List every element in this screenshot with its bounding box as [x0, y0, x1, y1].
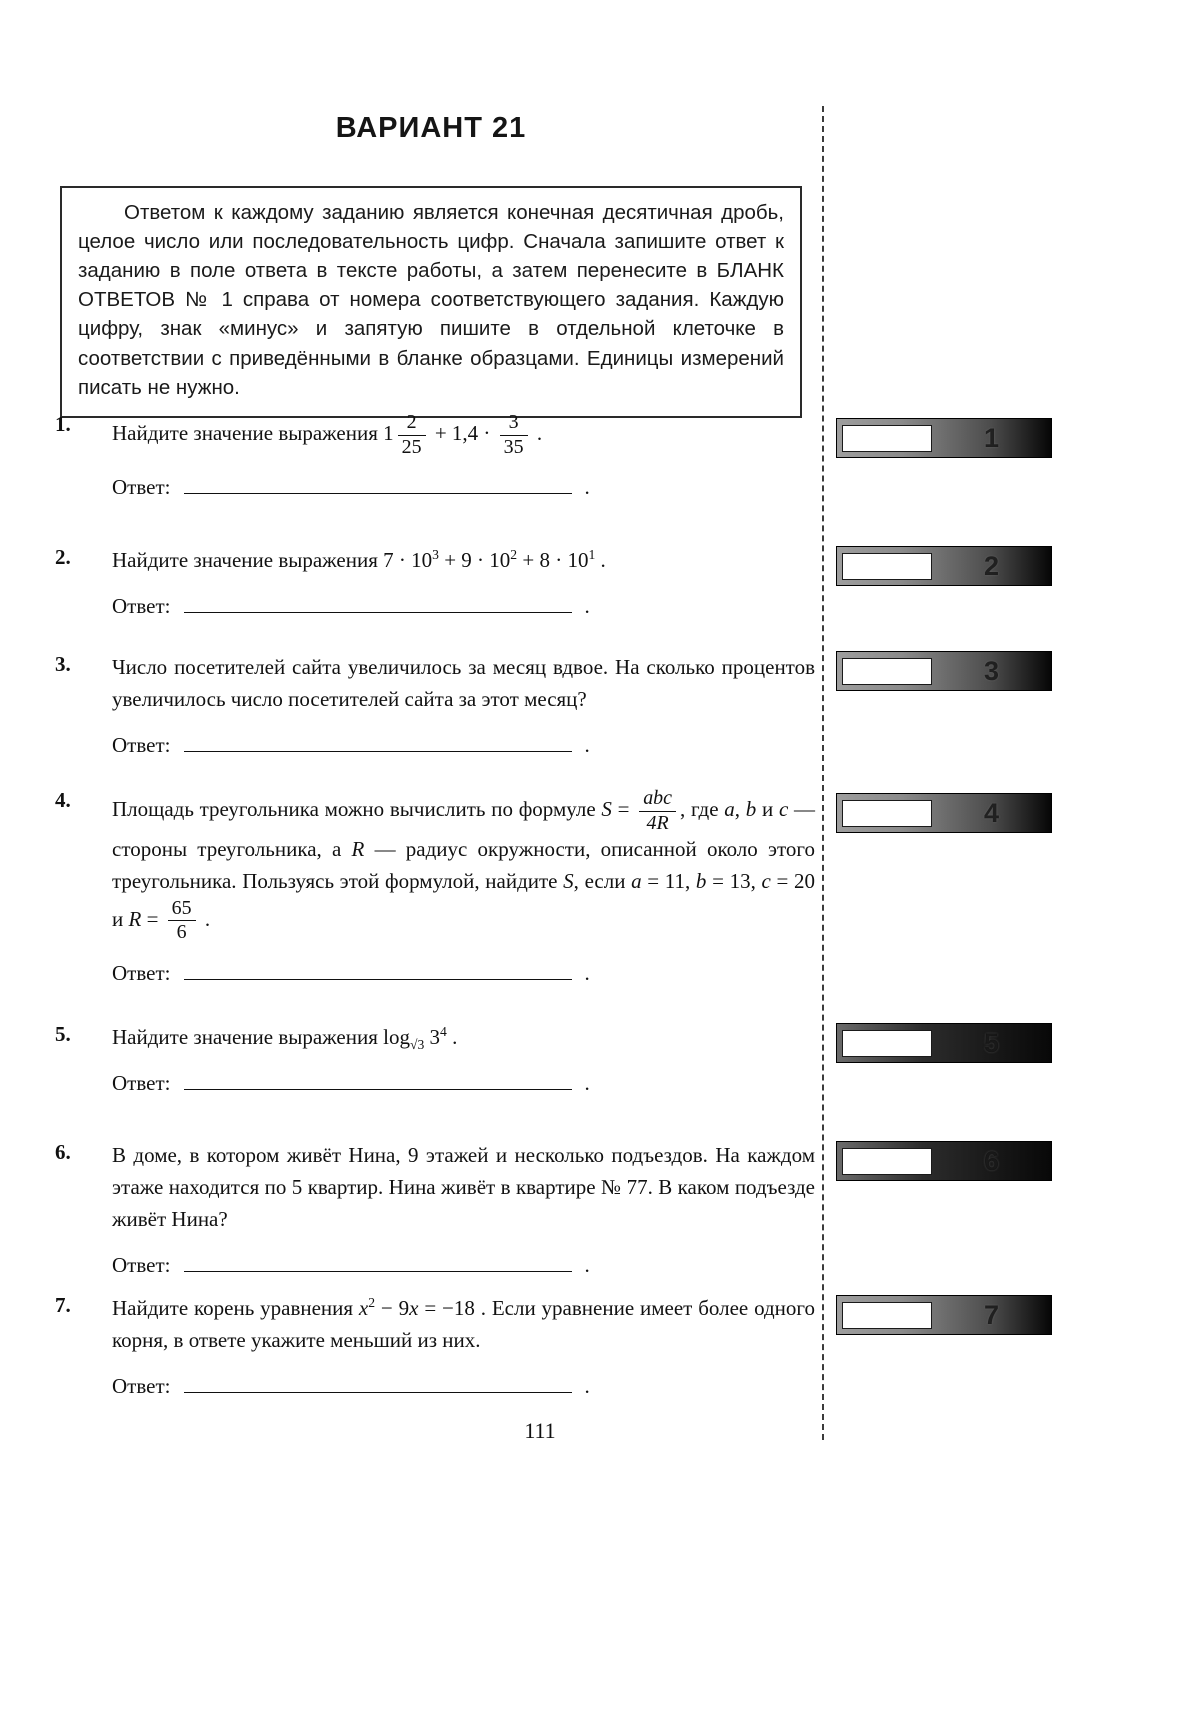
problem-body [112, 1140, 815, 1278]
answer-strip-input-box[interactable] [842, 658, 932, 685]
answer-period: . [584, 732, 590, 757]
problem-text: В доме, в котором живёт Нина, 9 этажей и несколько подъездов. На каждом этаже находится по 5 квартир. Нина живёт в квартире № 77. В каком подъезде живёт Нина? [112, 1143, 815, 1231]
math-exponent: 2 [368, 1295, 376, 1310]
math-variable: a [724, 796, 735, 821]
fraction-denominator: 6 [176, 921, 187, 944]
cut-line [822, 106, 824, 1440]
answer-line [112, 1070, 815, 1096]
answer-label: Ответ: [112, 961, 171, 985]
fraction-denominator: 25 [401, 435, 422, 458]
fraction-numerator: 3 [500, 412, 528, 436]
problem-number: 2. [55, 545, 71, 569]
answer-blank[interactable] [184, 960, 572, 980]
answer-strip-number: 5 [983, 1027, 1000, 1058]
answer-blank[interactable] [184, 1373, 572, 1393]
problem-number: 1. [55, 412, 71, 436]
answer-strip-input-box[interactable] [842, 800, 932, 827]
answer-line [112, 593, 815, 619]
problem-number: 7. [55, 1293, 71, 1317]
problem-number: 4. [55, 788, 71, 812]
math-fraction [168, 898, 196, 944]
fraction-denominator: 35 [503, 435, 524, 458]
math-exponent: 3 [432, 547, 439, 562]
answer-strip [836, 1295, 1052, 1335]
answer-strip-number: 3 [983, 655, 1000, 686]
math-variable: c [778, 796, 789, 821]
math-fraction [398, 412, 426, 458]
answer-label: Ответ: [112, 1070, 171, 1095]
math-exponent: 1 [588, 547, 596, 562]
answer-strip-input-box[interactable] [842, 425, 932, 452]
math-variable: x [409, 1296, 419, 1320]
answer-strip-number: 2 [983, 550, 1000, 581]
answer-blank[interactable] [184, 1252, 572, 1272]
math-variable: R [351, 837, 365, 862]
math-fraction [500, 412, 528, 458]
problem-body [112, 1293, 815, 1399]
answer-blank[interactable] [184, 1070, 572, 1090]
instruction-text: Ответом к каждому заданию является конечная десятичная дробь, целое число или последовательность цифр. Сначала запишите ответ к заданию в поле ответа в тексте работы, а затем перенесите в БЛАНК ОТВЕТОВ № 1 справа от номера соответствующего задания. Каждую цифру, знак «минус» и запятую пишите в отдельной клеточке в соответствии с приведёнными в бланке образцами. Единицы измерений писать не нужно. [78, 201, 784, 399]
problem-text: Найдите корень уравнения $x^2 - 9x = -18$ . Если уравнение имеет более одного корня, в ответе укажите меньший из них. [112, 1295, 815, 1352]
problem-number: 3. [55, 652, 71, 676]
math-variable: S [601, 796, 612, 821]
problem-body [112, 545, 815, 619]
math-variable: S [563, 869, 574, 893]
answer-strip-number: 1 [983, 422, 1000, 453]
math-fraction [639, 788, 676, 834]
answer-line [112, 960, 815, 986]
answer-strip-input-box[interactable] [842, 1302, 932, 1329]
answer-strip-number: 4 [983, 797, 1000, 828]
problem-text: Найдите значение выражения $7 \cdot 10^3 + 9 \cdot 10^2 + 8 \cdot 10^1$ . [112, 547, 606, 572]
answer-label: Ответ: [112, 1373, 171, 1398]
answer-strip-input-box[interactable] [842, 1030, 932, 1057]
answer-line [112, 1373, 815, 1399]
problem-body [112, 1022, 815, 1096]
fraction-denominator: 4R [646, 811, 669, 834]
problem [55, 652, 815, 758]
answer-label: Ответ: [112, 732, 171, 757]
answer-label: Ответ: [112, 1252, 171, 1277]
answer-blank[interactable] [184, 732, 572, 752]
answer-label: Ответ: [112, 475, 171, 500]
math-variable: c [761, 869, 771, 893]
answer-strip [836, 1141, 1052, 1181]
math-variable: a [631, 869, 642, 893]
answer-line [112, 474, 815, 500]
answer-strip-input-box[interactable] [842, 1148, 932, 1175]
math-variable: b [695, 869, 707, 893]
math-variable: x [358, 1296, 369, 1320]
fraction-numerator: 2 [398, 412, 426, 436]
fraction-numerator: 65 [168, 898, 196, 922]
answer-strip-number: 7 [983, 1299, 1000, 1330]
answer-strip [836, 546, 1052, 586]
problem [55, 1293, 815, 1399]
answer-period: . [584, 1252, 590, 1277]
problem [55, 1022, 815, 1096]
math-exponent: 4 [440, 1024, 447, 1039]
problem-body [112, 788, 815, 986]
answer-strip [836, 651, 1052, 691]
problem-body [112, 652, 815, 758]
math-exponent: 2 [510, 547, 518, 562]
answer-line [112, 1252, 815, 1278]
problem [55, 1140, 815, 1278]
answer-strip [836, 418, 1052, 458]
problem-text: Число посетителей сайта увеличилось за месяц вдвое. На сколько процентов увеличилось число посетителей сайта за этот месяц? [112, 655, 815, 711]
answer-strip-input-box[interactable] [842, 553, 932, 580]
answer-strip-number: 6 [983, 1145, 1000, 1176]
math-variable: R [128, 906, 142, 931]
problem [55, 545, 815, 619]
answer-period: . [584, 961, 590, 985]
answer-label: Ответ: [112, 593, 171, 618]
answer-line [112, 732, 815, 758]
answer-blank[interactable] [184, 593, 572, 613]
answer-period: . [584, 1070, 590, 1095]
page-title: ВАРИАНТ 21 [335, 112, 527, 144]
problem-number: 5. [55, 1022, 71, 1046]
problem-body [112, 412, 815, 500]
answer-blank[interactable] [184, 474, 572, 494]
answer-period: . [584, 593, 590, 618]
problem-number: 6. [55, 1140, 71, 1164]
problem [55, 788, 815, 986]
math-subscript: √3 [409, 1037, 425, 1053]
answer-period: . [584, 1373, 590, 1398]
problem-text: Найдите значение выражения 1 $\frac{2}{25}$ + 1,4 · $\frac{3}{35}$ . [112, 411, 543, 458]
answer-strip [836, 793, 1052, 833]
answer-strip [836, 1023, 1052, 1063]
fraction-numerator: abc [639, 788, 676, 812]
math-variable: b [745, 796, 757, 821]
problem [55, 412, 815, 500]
problem-text: Найдите значение выражения $\log_{√3} 3^4$ . [112, 1024, 458, 1053]
answer-period: . [584, 475, 590, 500]
problem-text: Площадь треугольника можно вычислить по формуле S = $\frac{\text{abc}}{4R}$ , где a, b и c — стороны треугольника, а R — радиус окружности, описанной около этого треугольника. Пользуясь этой формулой, найдите S, если a = 11, b = 13, c = 20 и R = $\frac{65}{6}$ . [112, 787, 816, 944]
instruction-box [60, 186, 802, 418]
page-number: 111 [524, 1418, 556, 1443]
